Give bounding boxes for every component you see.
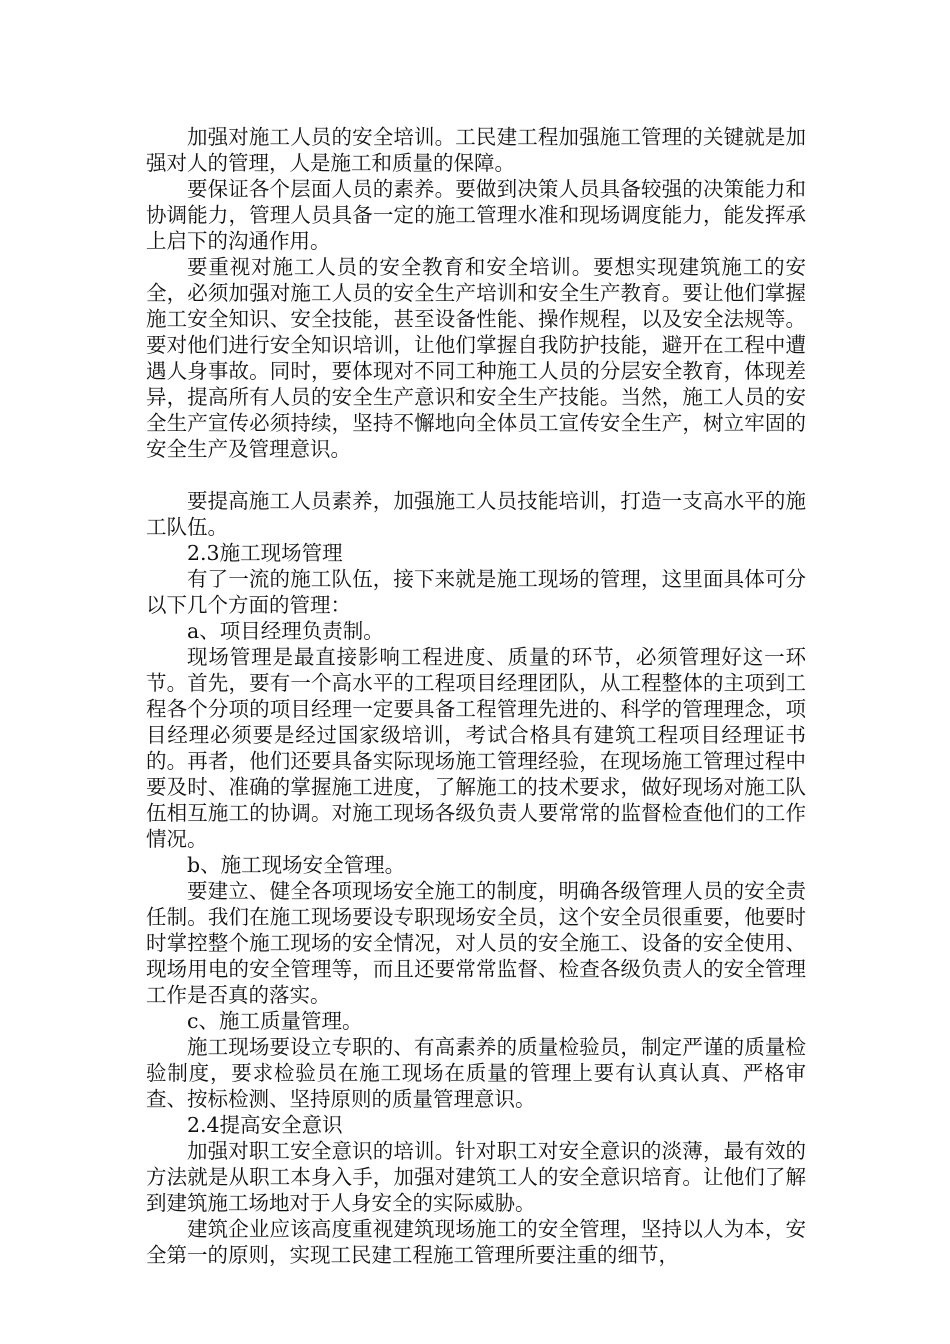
paragraph-safety-training: 加强对施工人员的安全培训。工民建工程加强施工管理的关键就是加强对人的管理，人是施工和质量的保障。 xyxy=(146,125,806,175)
paragraph-personnel-quality: 要保证各个层面人员的素养。要做到决策人员具备较强的决策能力和协调能力，管理人员具备一定的施工管理水准和现场调度能力，能发挥承上启下的沟通作用。 xyxy=(146,177,806,253)
paragraph-safety-education: 要重视对施工人员的安全教育和安全培训。要想实现建筑施工的安全，必须加强对施工人员的安全生产培训和安全生产教育。要让他们掌握施工安全知识、安全技能，甚至设备性能、操作规程，以及安全法规等。要对他们进行安全知识培训，让他们掌握自我防护技能，避开在工程中遭遇人身事故。同时，要体现对不同工种施工人员的分层安全教育，体现差异，提高所有人员的安全生产意识和安全生产技能。当然，施工人员的安全生产宣传必须持续，坚持不懈地向全体员工宣传安全生产，树立牢固的安全生产及管理意识。 xyxy=(146,255,806,461)
subheading-a: a、项目经理负责制。 xyxy=(187,619,384,643)
paragraph-site-safety: 要建立、健全各项现场安全施工的制度，明确各级管理人员的安全责任制。我们在施工现场要设专职现场安全员，这个安全员很重要，他要时时掌控整个施工现场的安全情况，对人员的安全施工、设备的安全使用、现场用电的安全管理等，而且还要常常监督、检查各级负责人的安全管理工作是否真的落实。 xyxy=(146,879,806,1007)
paragraph-spacer xyxy=(146,462,806,488)
section-heading-2-3: 2.3施工现场管理 xyxy=(187,541,343,565)
paragraph-skill-training: 要提高施工人员素养，加强施工人员技能培训，打造一支高水平的施工队伍。 xyxy=(146,489,806,539)
paragraph-quality-management: 施工现场要设立专职的、有高素养的质量检验员，制定严谨的质量检验制度，要求检验员在施工现场在质量的管理上要有认真认真、严格审查、按标检测、坚持原则的质量管理意识。 xyxy=(146,1035,806,1111)
section-heading-2-4: 2.4提高安全意识 xyxy=(187,1113,343,1137)
subheading-b: b、施工现场安全管理。 xyxy=(187,853,406,877)
paragraph-company-safety: 建筑企业应该高度重视建筑现场施工的安全管理，坚持以人为本，安全第一的原则，实现工民建工程施工管理所要注重的细节， xyxy=(146,1217,806,1267)
paragraph-site-management-intro: 有了一流的施工队伍，接下来就是施工现场的管理，这里面具体可分以下几个方面的管理： xyxy=(146,567,806,617)
subheading-c: c、施工质量管理。 xyxy=(187,1009,363,1033)
paragraph-project-manager: 现场管理是最直接影响工程进度、质量的环节，必须管理好这一环节。首先，要有一个高水平的工程项目经理团队，从工程整体的主项到工程各个分项的项目经理一定要具备工程管理先进的、科学的管理理念，项目经理必须要是经过国家级培训，考试合格具有建筑工程项目经理证书的。再者，他们还要具备实际现场施工管理经验，在现场施工管理过程中要及时、准确的掌握施工进度，了解施工的技术要求，做好现场对施工队伍相互施工的协调。对施工现场各级负责人要常常的监督检查他们的工作情况。 xyxy=(146,645,806,851)
document-body xyxy=(146,124,806,1268)
paragraph-safety-awareness: 加强对职工安全意识的培训。针对职工对安全意识的淡薄，最有效的方法就是从职工本身入手，加强对建筑工人的安全意识培育。让他们了解到建筑施工场地对于人身安全的实际威胁。 xyxy=(146,1139,806,1215)
